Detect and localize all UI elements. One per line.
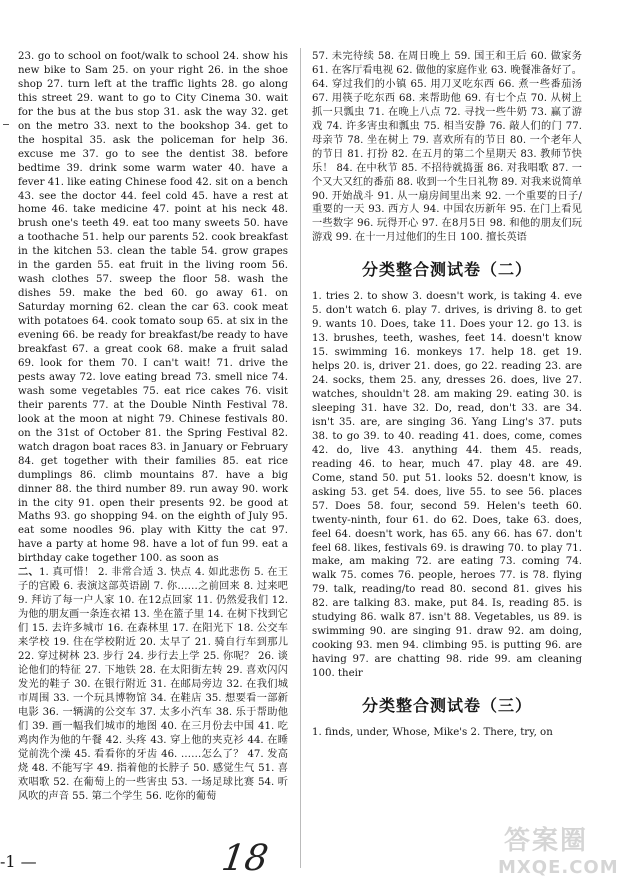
part2-continued-answers: 57. 未完待续 58. 在周日晚上 59. 国王和王后 60. 做家务 61. 在客厅看电视 62. 做他的家庭作业 63. 晚餐准备好了。 64. 穿过我们的小镇 65. 用刀叉吃东西 66. 煮一些番茄汤 67. 用筷子吃东西 68. 来帮助他 69. 有七个点 70. 从树上抓一只瓢虫 71. 在晚上八点 72. 寻找一些牛奶 73. 赢了游戏 74. 许多害虫和瓢虫 75. 相当安静 76. 敲人们的门 77. 母亲节 78. 坐在树上 79. 喜欢所有的节日 80. 一个老年人的节日 81. 打扮 82. 在五月的第二个星期天 83. 教师节快乐！ 84. 在中秋节 85. 不招待就捣蛋 86. 对我唱歌 87. 一个又大又红的番茄 88. 收到一个生日礼物 89. 对我来说简单 90. 开始战斗 91. 从一扇房间里出来 92. 一个重要的日子/重要的一天 93. 西方人 94. 中国农历新年 95. 在门上看见一些数字 96. 玩得开心 97. 在8月5日 98. 和他的朋友们玩游戏 99. 在十一月过他们的生日 100. 擅长英语	[312, 51, 582, 244]
column-divider	[300, 48, 301, 868]
page-edge-mark: -1 —	[0, 852, 37, 871]
watermark-bottom: MXQE.COM	[498, 857, 619, 878]
test2-heading: 分类整合测试卷（二）	[361, 260, 532, 280]
test3-heading: 分类整合测试卷（三）	[361, 696, 532, 716]
left-column	[18, 50, 288, 803]
part2-answers	[18, 566, 288, 803]
margin-tick	[3, 124, 9, 125]
part2-label: 二、	[18, 566, 40, 579]
site-watermark-logo	[498, 820, 619, 880]
handwritten-page-number: 18	[219, 838, 271, 879]
watermark-top: 答案圈	[503, 826, 588, 856]
test3-answers: 1. finds, under, Whose, Mike's 2. There, try, on	[312, 727, 553, 739]
part1-answers: 23. go to school on foot/walk to school 24. show his new bike to Sam 25. on your right 26. in the shoe shop 27. turn left at the traffic lights 28. go along this street 29. want to go to City Cinema 30. wait for the bus at the bus stop 31. ask the way 32. get on the metro 33. next to the bookshop 34. get to the hospital 35. ask the policeman for help 36. excuse me 37. go to see the dentist 38. before bedtime 39. drink some warm water 40. have a fever 41. like eating Chinese food 42. sit on a bench 43. see the doctor 44. feel cold 45. have a rest at home 46. take medicine 47. point at his neck 48. brush one's teeth 49. eat too many sweets 50. have a toothache 51. help our parents 52. cook breakfast in the kitchen 53. clean the table 54. grow grapes in the garden 55. eat fruit in the living room 56. wash clothes 57. sweep the floor 58. wash the dishes 59. make the bed 60. go away 61. on Saturday morning 62. clean the car 63. cook meat with potatoes 64. cook tomato soup 65. at six in the evening 66. be ready for breakfast/be ready to have breakfast 67. a great cook 68. make a fruit salad 69. look for them 70. I can't wait! 71. drive the pests away 72. love eating bread 73. smell nice 74. wash some vegetables 75. eat rice cakes 76. visit their parents 77. at the Double Ninth Festival 78. look at the moon at night 79. Chinese festivals 80. on the 31st of October 81. the Spring Festival 82. watch dragon boat races 83. in January or February 84. get together with their families 85. eat rice dumplings 86. climb mountains 87. have a big dinner 88. the third number 89. run away 90. work in the city 91. open their presents 92. be good at Maths 93. go shopping 94. on the eighth of July 95. eat some noodles 96. play with Kitty the cat 97. have a party at home 98. have a lot of fun 99. eat a birthday cake together 100. as soon as	[18, 51, 288, 565]
part2-answers-text: 1. 真可惜！ 2. 非常合适 3. 快点 4. 如此悲伤 5. 在王子的宫殿 6. 表演这部英语剧 7. 你……之前回来 8. 过来吧 9. 拜访了每一户人家 10. 在12点回家 11. 仍然爱我们 12. 为他的朋友画一条连衣裙 13. 坐在篮子里 14. 在树下找到它们 15. 去许多城市 16. 在森林里 17. 在阳光下 18. 公交车来学校 19. 住在学校附近 20. 太早了 21. 骑自行车到那儿 22. 穿过树林 23. 步行 24. 步行去上学 25. 你呢？ 26. 谈论他们的特征 27. 下地铁 28. 在太阳街左转 29. 喜欢闪闪发光的鞋子 30. 在银行附近 31. 在邮局旁边 32. 在我们城市周围 33. 一个玩具博物馆 34. 在鞋店 35. 想要看一部新电影 36. 一辆满的公交车 37. 太多小汽车 38. 乐于帮助他们 39. 画一幅我们城市的地图 40. 在三月份去中国 41. 吃鸡肉作为他的午餐 42. 头疼 43. 穿上他的夹克衫 44. 在睡觉前洗个澡 45. 看看你的牙齿 46. ……怎么了？ 47. 发高烧 48. 不能写字 49. 指着他的长脖子 50. 感觉生气 51. 喜欢唱歌 52. 在葡萄上的一些害虫 53. 一场足球比赛 54. 听风吹的声音 55. 第二个学生 56. 吃你的葡萄	[18, 567, 288, 802]
right-column	[312, 50, 582, 740]
test2-answers: 1. tries 2. to show 3. doesn't work, is taking 4. eve 5. don't watch 6. play 7. drives, is driving 8. to get 9. wants 10. Does, take 11. Does your 12. go 13. is 13. brushes, teeth, washes, feet 14. doesn't know 15. swimming 16. monkeys 17. help 18. get 19. helps 20. is, driver 21. does, go 22. reading 23. are 24. socks, them 25. any, dresses 26. does, live 27. watches, shouldn't 28. am making 29. eating 30. is sleeping 31. have 32. Do, read, don't 33. are 34. isn't 35. are, are singing 36. Yang Ling's 37. puts 38. to go 39. to 40. reading 41. does, come, comes 42. do, live 43. anything 44. them 45. reads, reading 46. to hear, much 47. play 48. are 49. Come, stand 50. put 51. looks 52. doesn't know, is asking 53. get 54. does, live 55. to see 56. places 57. Does 58. four, second 59. Helen's teeth 60. twenty-ninth, four 61. do 62. Does, take 63. does, feel 64. doesn't work, has 65. any 66. has 67. don't feel 68. likes, festivals 69. is drawing 70. to play 71. make, am making 72. are eating 73. coming 74. walk 75. comes 76. people, heroes 77. is 78. flying 79. talk, reading/to read 80. second 81. gives his 82. are talking 83. make, put 84. Is, reading 85. is studying 86. walk 87. isn't 88. Vegetables, us 89. is swimming 90. are singing 91. draw 92. am doing, cooking 93. men 94. climbing 95. is putting 96. are having 97. are chatting 98. ride 99. am cleaning 100. their	[312, 291, 582, 680]
